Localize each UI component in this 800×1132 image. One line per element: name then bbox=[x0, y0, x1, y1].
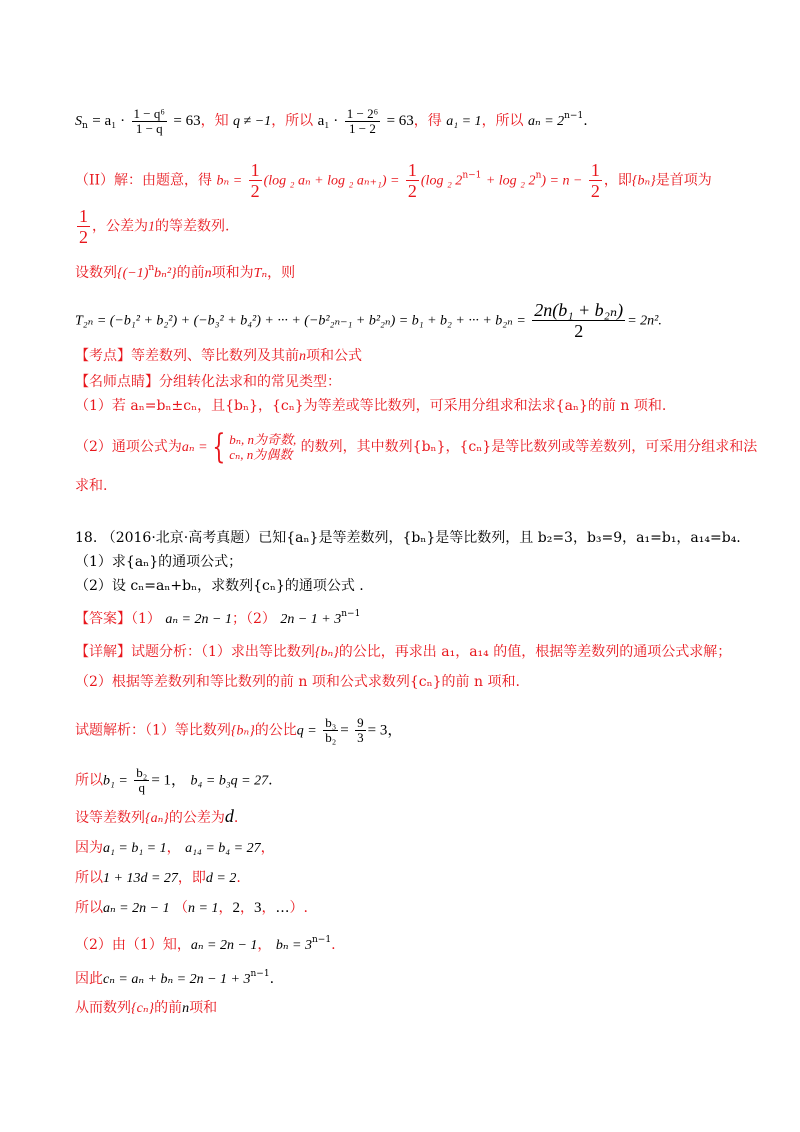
question-18-title: 18. （2016·北京·高考真题）已知{aₙ}是等差数列，{bₙ}是等比数列，且 b₂=3，b₃=9，a₁=b₁，a₁₄=b₄. bbox=[75, 530, 741, 546]
solution-line-9: 从而数列{cₙ}的前n项和 bbox=[75, 1000, 218, 1016]
teacher-tip-line: 【名师点睛】分组转化法求和的常见类型： bbox=[75, 374, 341, 390]
solution-line-1: 试题解析：（1）等比数列{bₙ}的公比q = $\frac{\text{b₃}}{\text{b₂}}$ = $\frac{9}{3}$ = 3， bbox=[75, 715, 403, 745]
tip-item-2-cont: 求和. bbox=[75, 478, 108, 494]
tip-item-1: （1）若 aₙ=bₙ±cₙ，且{bₙ}，{cₙ}为等差或等比数列，可采用分组求和法求{aₙ}的前 n 项和. bbox=[75, 398, 667, 414]
detail-line: 【详解】试题分析：（1）求出等比数列{bₙ}的公比，再求出 a₁，a₁₄ 的值，根据等差数列的通项公式求解； bbox=[75, 644, 732, 660]
detail-tag: 【详解】 bbox=[75, 644, 131, 660]
question-18-part2: （2）设 cₙ=aₙ+bₙ，求数列{cₙ}的通项公式 . bbox=[75, 578, 364, 594]
s-symbol: S bbox=[75, 114, 82, 129]
teacher-tip-tag: 【名师点睛】 bbox=[75, 374, 159, 390]
question-18-part1: （1）求{aₙ}的通项公式； bbox=[75, 554, 243, 570]
tip-item-2: （2）通项公式为aₙ = { bₙ, n为奇数, cₙ, n为偶数 的数列，其中数列{bₙ}，{cₙ}是等比数列或等差数列，可采用分组求和法 bbox=[75, 427, 758, 467]
formula-line-1: $S_n = a_1$ · $\frac{\text{1 − q⁶}}{1 - q}$ = 63，知 q ≠ −1，所以 a₁ · $\frac{\text{1 − 2⁶}}{1 - 2}$ = 63，得 a₁ = 1，所以 $a_n = 2^{n-1}$. bbox=[75, 105, 588, 136]
define-sum-line: 设数列$\{(-1)^nb_n^2\}$的前n项和为Tₙ，则 bbox=[75, 263, 296, 281]
solution-line-5: 所以1 + 13d = 27，即d = 2. bbox=[75, 870, 241, 886]
kaodian-tag: 【考点】 bbox=[75, 348, 131, 364]
solution-line-3: 设等差数列{aₙ}的公差为d. bbox=[75, 806, 239, 826]
fraction-2: $\frac{\text{1 − 2⁶}}{1 - 2}$ bbox=[346, 105, 379, 136]
solution-line-7: （2）由（1）知，aₙ = 2n − 1， $b_n = 3^{n-1}$. bbox=[75, 935, 336, 953]
kaodian-line: 【考点】等差数列、等比数列及其前n项和公式 bbox=[75, 348, 362, 364]
solution-line-8: 因此$c_n = a_n + b_n = 2n - 1 + 3^{n-1}$. bbox=[75, 969, 275, 987]
answer-line: 【答案】（1） aₙ = 2n − 1；（2） $2n - 1 + 3^{n-1}$ bbox=[75, 609, 361, 627]
solution-line-4: 因为a₁ = b₁ = 1， a₁₄ = b₄ = 27， bbox=[75, 840, 275, 856]
answer-tag: 【答案】 bbox=[75, 611, 131, 627]
solution-line-6: 所以aₙ = 2n − 1 （n = 1，2，3，…）. bbox=[75, 900, 308, 916]
sum-formula-line: T₂ₙ = (−b₁² + b₂²) + (−b₃² + b₄²) + ··· + (−b²₂ₙ₋₁ + b²₂ₙ) = b₁ + b₂ + ··· + b₂ₙ = $\frac{\text{2n(b₁ + b₂ₙ)}}{2}$ = 2n². bbox=[75, 300, 662, 341]
solution-part2-line: （II）解：由题意，得 bₙ = $\frac{1}{2}$ (log ₂ aₙ + log ₂ aₙ₊₁) = $\frac{1}{2}$ (log ₂ $2^{n-1} + \log _2$ $2^n) = n$ − $\frac{1}{2}$ ，即{bₙ}是首项为 bbox=[75, 160, 712, 201]
solution-part2-line-2: $\frac{1}{2}$ ，公差为1的等差数列. bbox=[79, 206, 230, 247]
fraction-1: $\frac{\text{1 − q⁶}}{1 - q}$ bbox=[133, 105, 165, 136]
detail-line-2: （2）根据等差数列和等比数列的前 n 项和公式求数列{cₙ}的前 n 项和. bbox=[75, 674, 520, 690]
solution-line-2: 所以b₁ = $\frac{\text{b₂}}{q}$ = 1， b₄ = b₃q = 27. bbox=[75, 765, 273, 795]
